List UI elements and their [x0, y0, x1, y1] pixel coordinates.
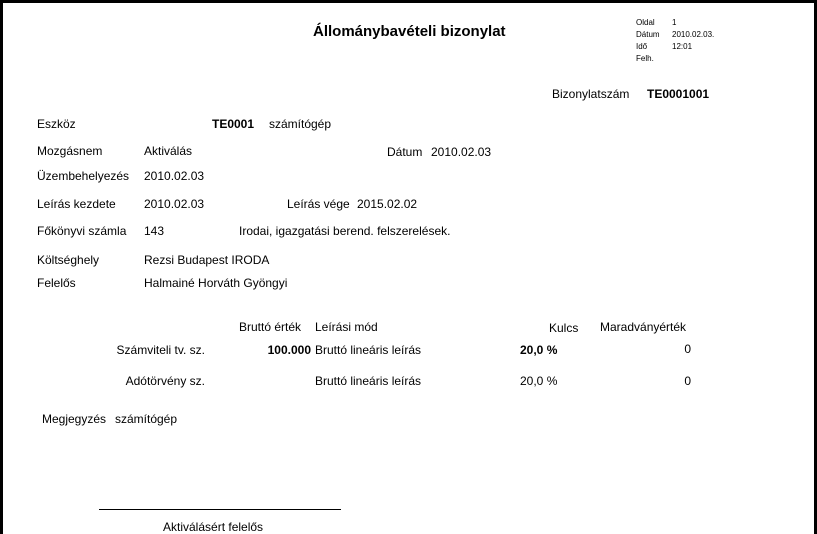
eszkoz-name: számítógép: [269, 117, 332, 131]
felelos-label: Felelős: [37, 276, 76, 290]
megjegyzes-value: számítógép: [115, 412, 178, 426]
leiras-kezdete-value: 2010.02.03: [144, 197, 205, 211]
megjegyzes-label: Megjegyzés: [42, 412, 107, 426]
signature-label: Aktiválásért felelős: [163, 520, 264, 534]
uzembehelyezes-value: 2010.02.03: [144, 169, 205, 183]
datum-value: 2010.02.03: [431, 145, 492, 159]
mozgasnem-label: Mozgásnem: [37, 144, 103, 158]
datum-label: Dátum: [387, 145, 423, 159]
meta-ido-value: 12:01: [672, 42, 693, 51]
row1-label: Számviteli tv. sz.: [116, 343, 205, 357]
meta-felh-label: Felh.: [636, 54, 654, 63]
header-maradvanyertek: Maradványérték: [600, 320, 687, 334]
leiras-vege-value: 2015.02.02: [357, 197, 418, 211]
meta-datum-label: Dátum: [636, 30, 660, 39]
row2-label: Adótörvény sz.: [125, 374, 205, 388]
header-kulcs: Kulcs: [549, 321, 579, 335]
meta-oldal-label: Oldal: [636, 18, 655, 27]
koltseghely-label: Költséghely: [37, 253, 100, 267]
meta-ido-label: Idő: [636, 42, 648, 51]
bizonylatszam-value: TE0001001: [647, 87, 710, 101]
row1-mod: Bruttó lineáris leírás: [315, 343, 422, 357]
signature-line: [99, 509, 341, 510]
fokonyvi-szamla-value: 143: [144, 224, 165, 238]
row2-kulcs: 20,0 %: [520, 374, 558, 388]
felelos-value: Halmainé Horváth Gyöngyi: [144, 276, 288, 290]
eszkoz-label: Eszköz: [37, 117, 76, 131]
meta-oldal-value: 1: [672, 18, 677, 27]
leiras-vege-label: Leírás vége: [287, 197, 350, 211]
row1-kulcs: 20,0 %: [520, 343, 558, 357]
header-leirasi-mod: Leírási mód: [315, 320, 378, 334]
uzembehelyezes-label: Üzembehelyezés: [37, 169, 130, 183]
row1-maradvany: 0: [684, 342, 691, 356]
fokonyvi-szamla-desc: Irodai, igazgatási berend. felszerelések.: [239, 224, 451, 238]
eszkoz-code: TE0001: [212, 117, 255, 131]
bizonylatszam-label: Bizonylatszám: [552, 87, 630, 101]
row2-mod: Bruttó lineáris leírás: [315, 374, 422, 388]
fokonyvi-szamla-label: Főkönyvi számla: [37, 224, 127, 238]
koltseghely-value: Rezsi Budapest IRODA: [144, 253, 270, 267]
row2-maradvany: 0: [684, 374, 691, 388]
row1-brutto: 100.000: [267, 343, 311, 357]
header-brutto-ertek: Bruttó érték: [239, 320, 302, 334]
meta-datum-value: 2010.02.03.: [672, 30, 715, 39]
document-title: Állománybavételi bizonylat: [313, 23, 506, 40]
mozgasnem-value: Aktiválás: [144, 144, 193, 158]
leiras-kezdete-label: Leírás kezdete: [37, 197, 116, 211]
